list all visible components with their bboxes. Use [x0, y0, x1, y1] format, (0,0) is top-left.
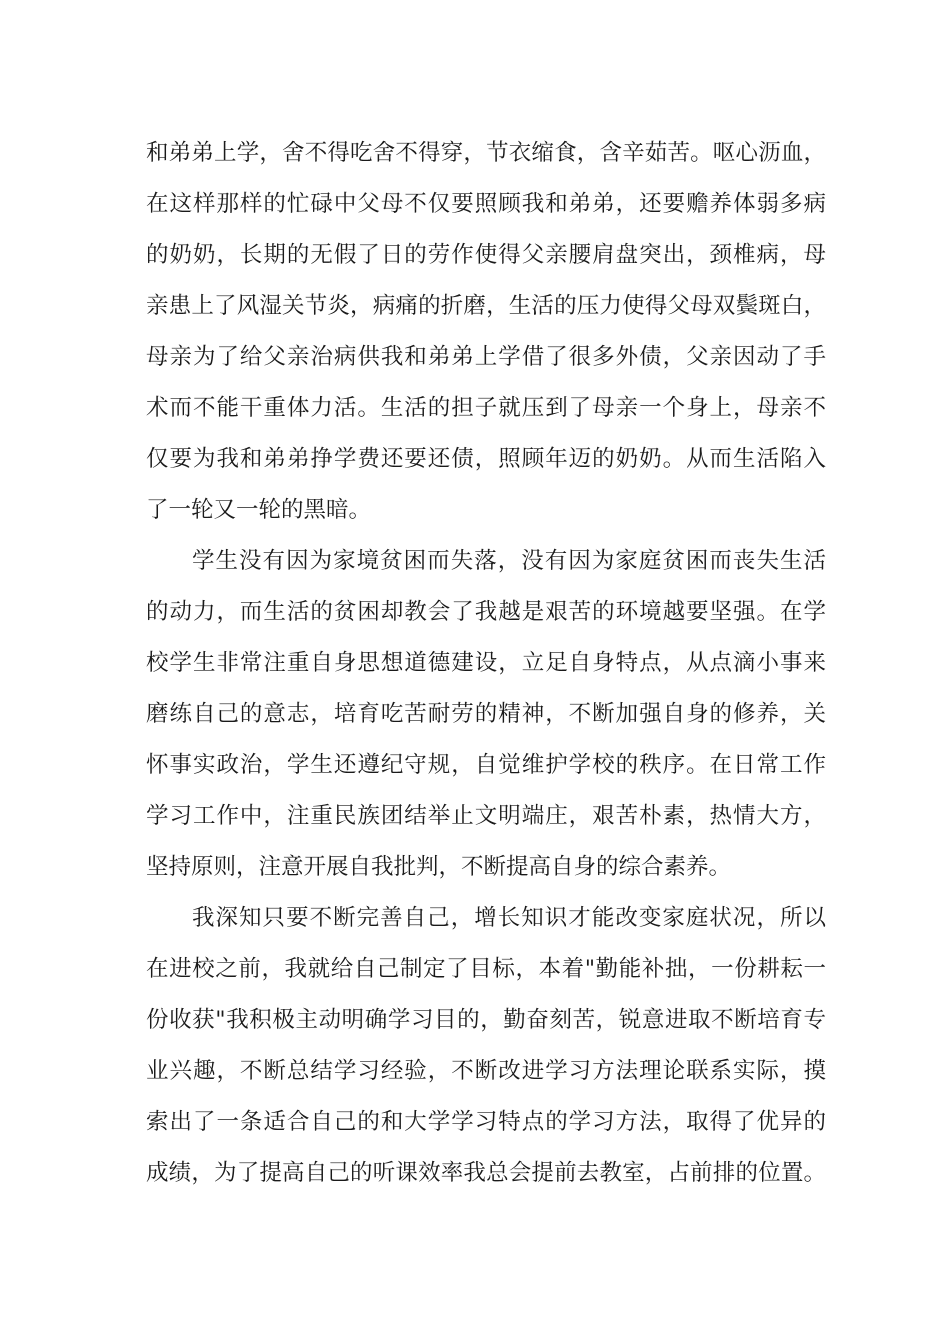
- text-line: 业兴趣，不断总结学习经验，不断改进学习方法理论联系实际，摸: [146, 1058, 826, 1084]
- text-line: 的奶奶，长期的无假了日的劳作使得父亲腰肩盘突出，颈椎病，母: [146, 242, 826, 268]
- paragraph-first-line: 我深知只要不断完善自己，增长知识才能改变家庭状况，所以: [192, 905, 826, 931]
- text-line: 在这样那样的忙碌中父母不仅要照顾我和弟弟，还要赡养体弱多病: [146, 191, 826, 217]
- text-line: 仅要为我和弟弟挣学费还要还债，照顾年迈的奶奶。从而生活陷入: [146, 446, 826, 472]
- paragraph-first-line: 学生没有因为家境贫困而失落，没有因为家庭贫困而丧失生活: [192, 548, 826, 574]
- body-text: [146, 128, 826, 1199]
- text-line: 成绩，为了提高自己的听课效率我总会提前去教室，占前排的位置。: [146, 1160, 826, 1186]
- text-line: 在进校之前，我就给自己制定了目标，本着"勤能补拙，一份耕耘一: [146, 956, 826, 982]
- text-line: 术而不能干重体力活。生活的担子就压到了母亲一个身上，母亲不: [146, 395, 826, 421]
- text-line: 索出了一条适合自己的和大学学习特点的学习方法，取得了优异的: [146, 1109, 826, 1135]
- text-line: 怀事实政治，学生还遵纪守规，自觉维护学校的秩序。在日常工作: [146, 752, 826, 778]
- text-line: 和弟弟上学，舍不得吃舍不得穿，节衣缩食，含辛茹苦。呕心沥血，: [146, 140, 826, 166]
- text-line: 校学生非常注重自身思想道德建设，立足自身特点，从点滴小事来: [146, 650, 826, 676]
- text-line: 坚持原则，注意开展自我批判，不断提高自身的综合素养。: [146, 854, 732, 880]
- text-line: 了一轮又一轮的黑暗。: [146, 497, 372, 523]
- text-line: 磨练自己的意志，培育吃苦耐劳的精神，不断加强自身的修养，关: [146, 701, 826, 727]
- text-line: 份收获"我积极主动明确学习目的，勤奋刻苦，锐意进取不断培育专: [146, 1007, 826, 1033]
- text-line: 亲患上了风湿关节炎，病痛的折磨，生活的压力使得父母双鬓斑白，: [146, 293, 826, 319]
- text-line: 学习工作中，注重民族团结举止文明端庄，艰苦朴素，热情大方，: [146, 803, 826, 829]
- text-line: 母亲为了给父亲治病供我和弟弟上学借了很多外债，父亲因动了手: [146, 344, 826, 370]
- text-line: 的动力，而生活的贫困却教会了我越是艰苦的环境越要坚强。在学: [146, 599, 826, 625]
